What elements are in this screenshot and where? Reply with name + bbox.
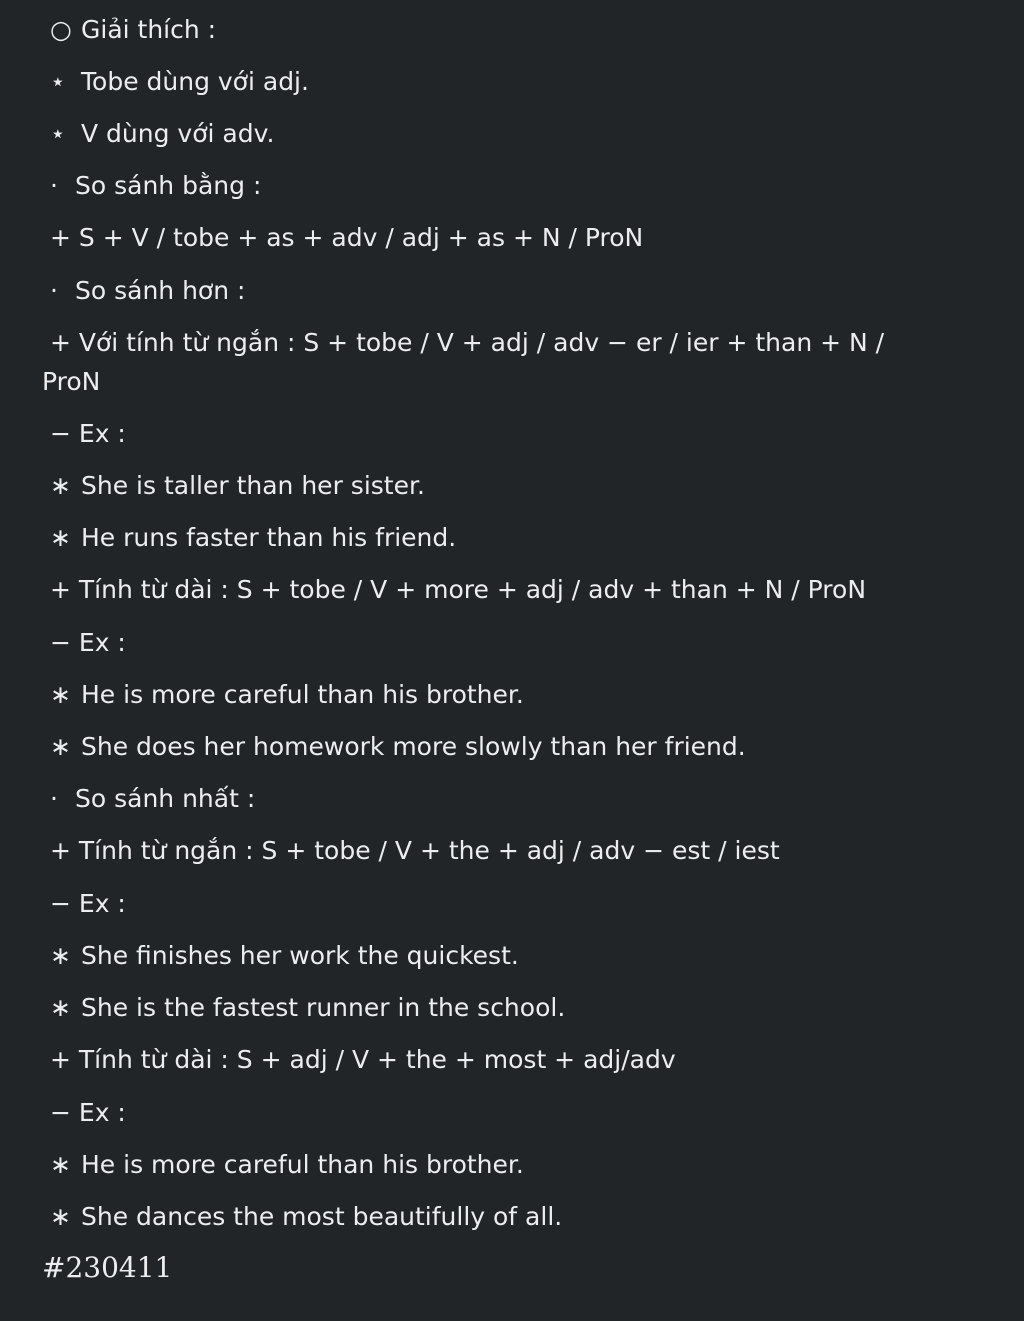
asterisk-bullet-icon: ∗: [50, 993, 71, 1022]
asterisk-bullet-icon: ∗: [50, 1202, 71, 1231]
example-label: − Ex :: [50, 889, 126, 918]
section-heading-superlative: · So sánh nhất :: [50, 779, 255, 819]
example-sentence: ∗ He is more careful than his brother.: [50, 1145, 524, 1185]
formula-line: + Tính từ dài : S + tobe / V + more + adj / adv + than + N / ProN: [50, 575, 867, 604]
note-line: ⋆ V dùng với adv.: [50, 114, 274, 154]
example-label: − Ex :: [50, 419, 126, 448]
asterisk-bullet-icon: ∗: [50, 680, 71, 709]
example-sentence: ∗ He is more careful than his brother.: [50, 675, 524, 715]
example-sentence: ∗ He runs faster than his friend.: [50, 518, 456, 558]
star-bullet-icon: ⋆: [50, 119, 66, 148]
example-sentence: ∗ She does her homework more slowly than her friend.: [50, 727, 746, 767]
formula-line: + Tính từ ngắn : S + tobe / V + the + adj / adv − est / iest: [50, 836, 780, 865]
formula-line: + Với tính từ ngắn : S + tobe / V + adj / adv − er / ier + than + N /: [50, 328, 885, 357]
section-heading-comparative: · So sánh hơn :: [50, 271, 245, 311]
example-sentence: ∗ She finishes her work the quickest.: [50, 936, 519, 976]
example-sentence: ∗ She is taller than her sister.: [50, 466, 425, 506]
explanation-heading: ○ Giải thích :: [50, 10, 216, 50]
dot-bullet-icon: ·: [50, 784, 58, 813]
hashtag-id: #230411: [42, 1251, 173, 1284]
asterisk-bullet-icon: ∗: [50, 1150, 71, 1179]
formula-line: + S + V / tobe + as + adv / adj + as + N / ProN: [50, 223, 644, 252]
circle-bullet-icon: ○: [50, 15, 72, 44]
example-sentence: ∗ She is the fastest runner in the school.: [50, 988, 565, 1028]
formula-line: + Tính từ dài : S + adj / V + the + most + adj/adv: [50, 1045, 676, 1074]
asterisk-bullet-icon: ∗: [50, 523, 71, 552]
formula-line-continuation: ProN: [42, 367, 101, 396]
dot-bullet-icon: ·: [50, 171, 58, 200]
example-label: − Ex :: [50, 1098, 126, 1127]
example-sentence: ∗ She dances the most beautifully of all.: [50, 1197, 562, 1237]
note-line: ⋆ Tobe dùng với adj.: [50, 62, 309, 102]
asterisk-bullet-icon: ∗: [50, 471, 71, 500]
dot-bullet-icon: ·: [50, 276, 58, 305]
example-label: − Ex :: [50, 628, 126, 657]
asterisk-bullet-icon: ∗: [50, 732, 71, 761]
star-bullet-icon: ⋆: [50, 67, 66, 96]
section-heading-equal: · So sánh bằng :: [50, 166, 261, 206]
asterisk-bullet-icon: ∗: [50, 941, 71, 970]
